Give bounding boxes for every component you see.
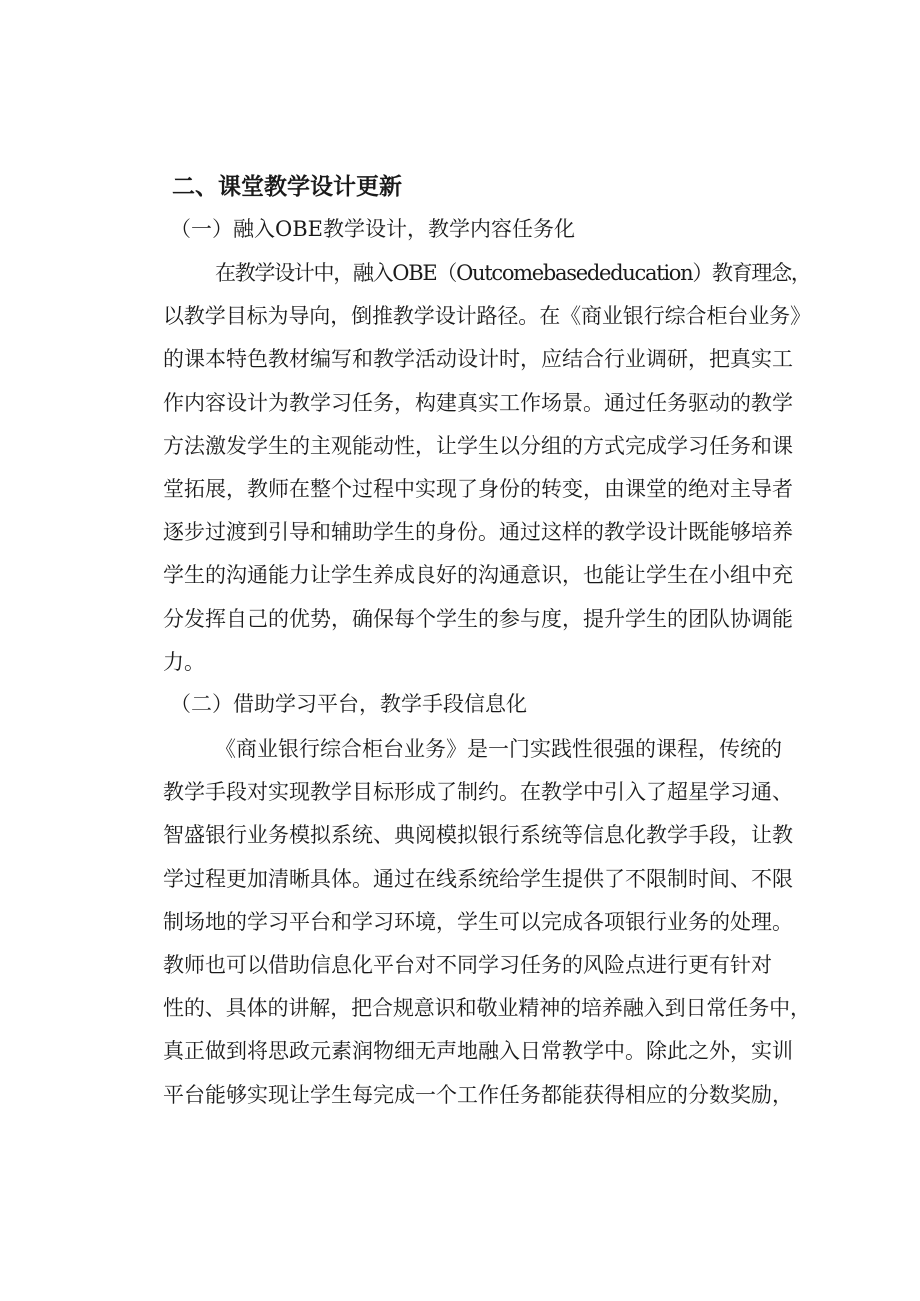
paragraph-line: 性的、具体的讲解，把合规意识和敬业精神的培养融入到日常任务中， (163, 996, 811, 1021)
subsection-title-2: （二）借助学习平台，教学手段信息化 (170, 692, 527, 716)
subsection-title-1: （一）融入OBE教学设计，教学内容任务化 (170, 217, 575, 241)
paragraph-1 (121, 252, 811, 684)
paragraph-line: 智盛银行业务模拟系统、典阅模拟银行系统等信息化教学手段，让教 (163, 823, 793, 848)
paragraph-line: 方法激发学生的主观能动性，让学生以分组的方式完成学习任务和课 (163, 433, 793, 458)
paragraph-line: 教师也可以借助信息化平台对不同学习任务的风险点进行更有针对 (163, 953, 772, 978)
paragraph-line: 堂拓展，教师在整个过程中实现了身份的转变，由课堂的绝对主导者 (163, 477, 793, 502)
paragraph-line: 平台能够实现让学生每完成一个工作任务都能获得相应的分数奖励， (163, 1082, 793, 1107)
paragraph-line: 学生的沟通能力让学生养成良好的沟通意识，也能让学生在小组中充 (163, 563, 793, 588)
paragraph-2 (121, 728, 811, 1117)
paragraph-line: 作内容设计为教学习任务，构建真实工作场景。通过任务驱动的教学 (163, 390, 793, 415)
paragraph-line: 力。 (163, 649, 205, 674)
paragraph-line: 的课本特色教材编写和教学活动设计时，应结合行业调研，把真实工 (163, 347, 793, 372)
section-title: 二、课堂教学设计更新 (172, 174, 402, 200)
paragraph-line: 真正做到将思政元素润物细无声地融入日常教学中。除此之外，实训 (163, 1039, 793, 1064)
paragraph-line: 学过程更加清晰具体。通过在线系统给学生提供了不限制时间、不限 (163, 866, 793, 891)
paragraph-line: 制场地的学习平台和学习环境，学生可以完成各项银行业务的处理。 (163, 909, 793, 934)
paragraph-line: 在教学设计中，融入OBE（Outcomebasededucation）教育理念， (215, 261, 811, 285)
paragraph-line: 《商业银行综合柜台业务》是一门实践性很强的课程，传统的 (215, 737, 782, 761)
paragraph-line: 逐步过渡到引导和辅助学生的身份。通过这样的教学设计既能够培养 (163, 520, 793, 545)
paragraph-line: 以教学目标为导向，倒推教学设计路径。在《商业银行综合柜台业务》 (163, 304, 811, 329)
paragraph-line: 教学手段对实现教学目标形成了制约。在教学中引入了超星学习通、 (163, 780, 793, 805)
paragraph-line: 分发挥自己的优势，确保每个学生的参与度，提升学生的团队协调能 (163, 606, 793, 631)
